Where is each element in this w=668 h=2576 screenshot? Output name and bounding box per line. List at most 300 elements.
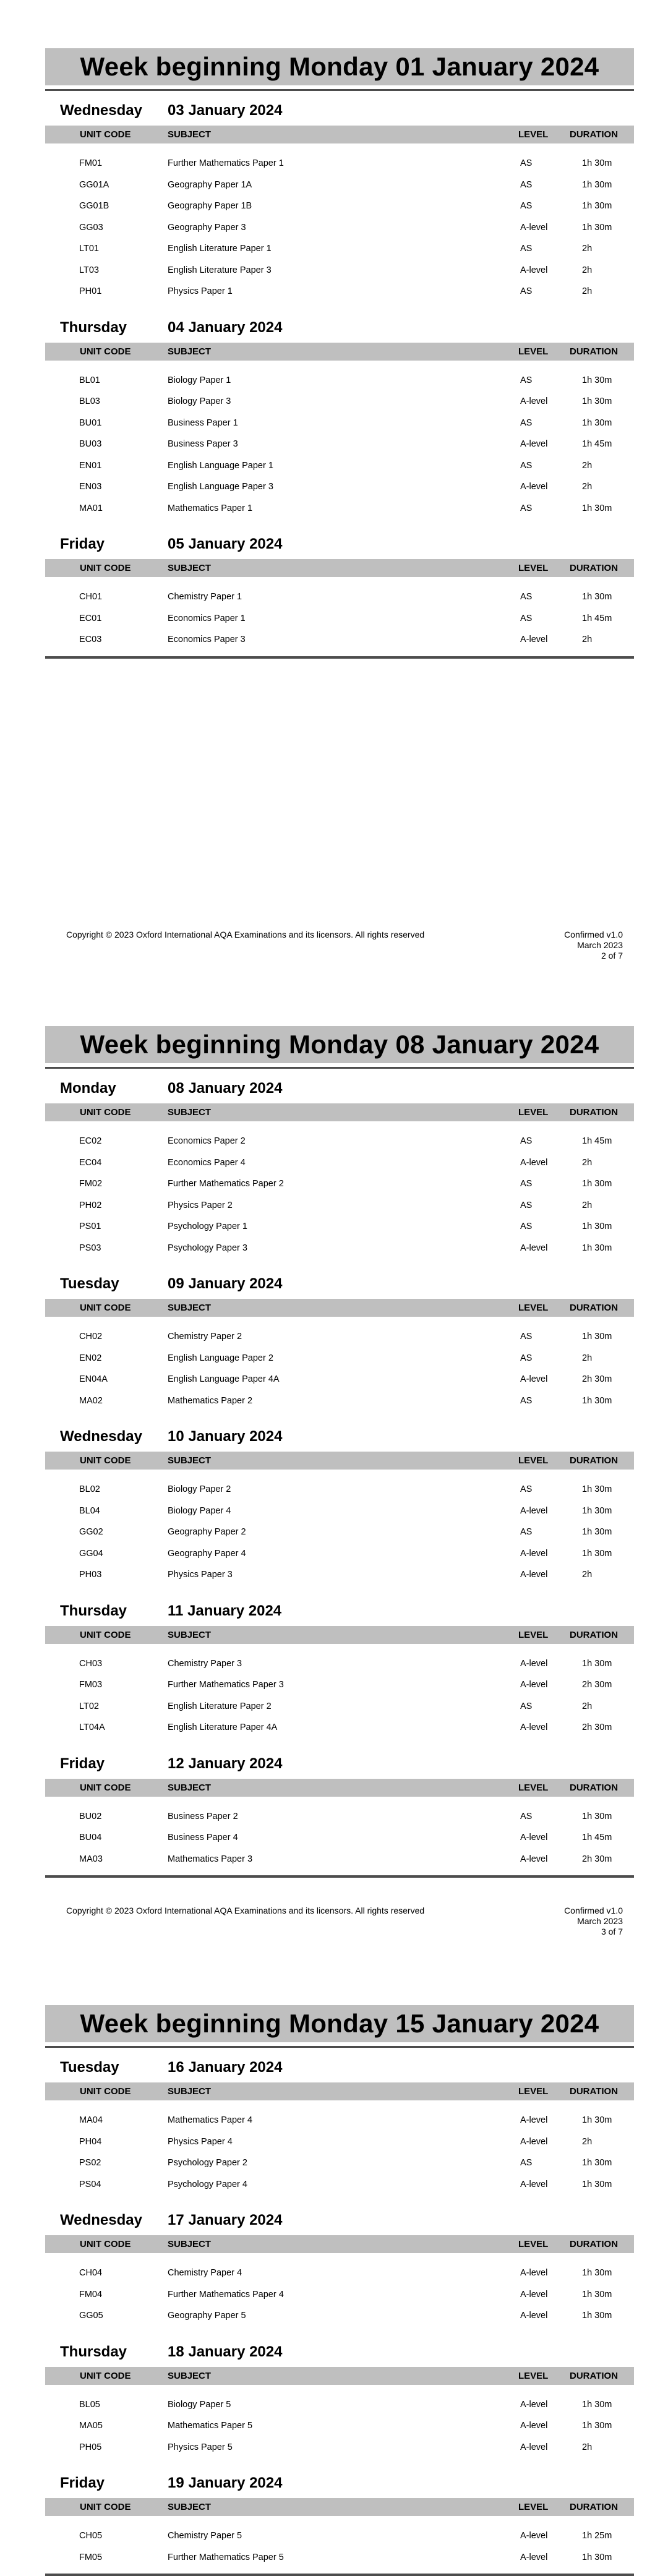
level-header: LEVEL [518, 1455, 549, 1466]
day-name: Thursday [60, 1602, 127, 1619]
day-name: Wednesday [60, 102, 142, 119]
duration: 2h [582, 2442, 593, 2452]
level: A-level [520, 265, 548, 275]
unit-code: LT01 [79, 244, 99, 254]
day-name: Tuesday [60, 1275, 119, 1292]
table-row [45, 1718, 634, 1739]
subject: Further Mathematics Paper 5 [168, 2552, 284, 2562]
footer-page: 3 of 7 [601, 1927, 623, 1936]
level: A-level [520, 1570, 548, 1580]
unit-code: GG01B [79, 201, 109, 211]
table-row [45, 630, 634, 651]
level-header: LEVEL [518, 1303, 549, 1313]
duration: 1h 30m [582, 222, 612, 233]
unit-code: MA03 [79, 1854, 103, 1864]
exam-rows [45, 361, 634, 525]
table-row [45, 2395, 634, 2416]
unit-code-header: UNIT CODE [80, 1629, 131, 1640]
subject: Geography Paper 4 [168, 1548, 246, 1559]
table-row [45, 1217, 634, 1238]
table-row [45, 499, 634, 520]
duration: 1h 45m [582, 439, 612, 449]
section-end-divider [45, 656, 634, 659]
day-header [45, 2201, 634, 2235]
duration-header: DURATION [570, 2086, 619, 2097]
table-row [45, 1828, 634, 1849]
exam-rows [45, 143, 634, 308]
table-row [45, 1238, 634, 1260]
section-end-divider [45, 2574, 634, 2576]
level: AS [520, 1136, 533, 1146]
duration: 1h 30m [582, 2552, 612, 2562]
duration: 1h 30m [582, 1505, 612, 1516]
exam-rows [45, 1317, 634, 1417]
table-row [45, 1807, 634, 1828]
unit-code-header: UNIT CODE [80, 1782, 131, 1793]
subject: Psychology Paper 2 [168, 2158, 247, 2168]
duration: 1h 30m [582, 1222, 612, 1231]
duration-header: DURATION [570, 1455, 619, 1466]
table-row [45, 2526, 634, 2548]
level: A-level [520, 2311, 548, 2321]
unit-code: PH01 [79, 286, 102, 296]
column-header-row [45, 2498, 634, 2516]
duration: 1h 25m [582, 2531, 612, 2541]
table-row [45, 477, 634, 499]
subject: Biology Paper 2 [168, 1484, 231, 1494]
subject-header: SUBJECT [168, 563, 212, 573]
unit-code: FM03 [79, 1680, 103, 1690]
subject: Further Mathematics Paper 1 [168, 158, 284, 168]
duration: 1h 30m [582, 2399, 612, 2410]
exam-rows [45, 2253, 634, 2332]
unit-code-header: UNIT CODE [80, 563, 131, 573]
subject-header: SUBJECT [168, 1782, 212, 1793]
duration: 1h 30m [582, 396, 612, 406]
level: AS [520, 1200, 533, 1210]
unit-code: CH04 [79, 2268, 103, 2278]
exam-rows [45, 1644, 634, 1744]
unit-code: LT02 [79, 1701, 99, 1711]
level: A-level [520, 2289, 548, 2300]
subject: English Language Paper 3 [168, 482, 273, 492]
duration: 2h 30m [582, 1374, 612, 1384]
exam-rows [45, 2385, 634, 2464]
subject: English Language Paper 1 [168, 460, 273, 471]
column-header-row [45, 1452, 634, 1470]
subject-header: SUBJECT [168, 2370, 212, 2381]
day-name: Wednesday [60, 1428, 142, 1445]
day-header [45, 2463, 634, 2498]
table-row [45, 1565, 634, 1586]
level: AS [520, 179, 533, 190]
level: AS [520, 1527, 533, 1537]
table-row [45, 2306, 634, 2327]
subject: Further Mathematics Paper 2 [168, 1179, 284, 1189]
table-row [45, 2175, 634, 2196]
subject: Chemistry Paper 4 [168, 2268, 242, 2278]
duration: 2h 30m [582, 1722, 612, 1732]
level-header: LEVEL [518, 563, 549, 573]
subject: Geography Paper 2 [168, 1527, 246, 1537]
day-name: Wednesday [60, 2212, 142, 2228]
page-footer [564, 930, 623, 961]
unit-code: PS03 [79, 1243, 101, 1253]
duration-header: DURATION [570, 1303, 619, 1313]
duration: 1h 30m [582, 1332, 612, 1341]
subject-header: SUBJECT [168, 129, 212, 140]
table-row [45, 281, 634, 303]
column-header-row [45, 1299, 634, 1317]
level: A-level [520, 396, 548, 406]
unit-code-header: UNIT CODE [80, 2502, 131, 2512]
duration: 2h [582, 1200, 593, 1210]
duration: 1h 30m [582, 1179, 612, 1189]
unit-code: CH03 [79, 1658, 103, 1669]
table-row [45, 609, 634, 630]
copyright-notice: Copyright © 2023 Oxford International AQA Examinations and its licensors. All rights reserved [66, 1906, 425, 1915]
level: A-level [520, 222, 548, 233]
duration: 1h 30m [582, 201, 612, 211]
unit-code: GG02 [79, 1527, 103, 1537]
subject: Business Paper 3 [168, 439, 238, 449]
table-row [45, 260, 634, 282]
subject: Further Mathematics Paper 3 [168, 1680, 284, 1690]
day-header [45, 524, 634, 559]
day-date: 11 January 2024 [168, 1602, 282, 1619]
level: A-level [520, 1505, 548, 1516]
exam-rows [45, 1470, 634, 1591]
table-row [45, 1697, 634, 1718]
level: A-level [520, 439, 548, 449]
footer-status: Confirmed v1.0 [564, 1906, 623, 1915]
table-row [45, 1675, 634, 1697]
table-row [45, 587, 634, 609]
table-row [45, 1174, 634, 1196]
unit-code: GG05 [79, 2311, 103, 2321]
subject: Chemistry Paper 1 [168, 592, 242, 602]
subject-header: SUBJECT [168, 1455, 212, 1466]
level: A-level [520, 635, 548, 644]
column-header-row [45, 2235, 634, 2253]
subject: Physics Paper 4 [168, 2136, 233, 2147]
subject: Chemistry Paper 3 [168, 1658, 242, 1669]
duration: 1h 30m [582, 2268, 612, 2278]
column-header-row [45, 1626, 634, 1644]
unit-code: BU03 [79, 439, 102, 449]
duration: 1h 30m [582, 1811, 612, 1821]
table-row [45, 2437, 634, 2459]
subject: Biology Paper 1 [168, 375, 231, 385]
level: A-level [520, 2552, 548, 2562]
subject-header: SUBJECT [168, 2502, 212, 2512]
level-header: LEVEL [518, 129, 549, 140]
level: A-level [520, 1833, 548, 1842]
unit-code: CH01 [79, 592, 103, 602]
table-row [45, 218, 634, 239]
subject: Economics Paper 2 [168, 1136, 246, 1146]
level: A-level [520, 2531, 548, 2541]
duration-header: DURATION [570, 2239, 619, 2249]
unit-code: PS01 [79, 1222, 101, 1231]
table-row [45, 2153, 634, 2175]
footer-status: Confirmed v1.0 [564, 930, 623, 939]
table-row [45, 2285, 634, 2306]
unit-code: FM04 [79, 2289, 103, 2300]
level: AS [520, 1395, 533, 1406]
subject-header: SUBJECT [168, 346, 212, 357]
unit-code: PH05 [79, 2442, 102, 2452]
duration: 1h 30m [582, 1658, 612, 1669]
table-row [45, 1391, 634, 1413]
unit-code: PS04 [79, 2179, 101, 2189]
table-row [45, 2110, 634, 2132]
subject: Mathematics Paper 2 [168, 1395, 253, 1406]
unit-code: BL03 [79, 396, 100, 406]
level: AS [520, 613, 533, 623]
level: A-level [520, 1722, 548, 1732]
level: AS [520, 1179, 533, 1189]
table-row [45, 1479, 634, 1501]
day-date: 03 January 2024 [168, 102, 283, 119]
level: AS [520, 503, 533, 513]
table-row [45, 2548, 634, 2569]
duration: 2h [582, 1353, 593, 1363]
unit-code: MA01 [79, 503, 103, 513]
week-page [45, 2005, 634, 2576]
subject: English Literature Paper 2 [168, 1701, 272, 1711]
duration: 1h 30m [582, 1395, 612, 1406]
level-header: LEVEL [518, 1107, 549, 1118]
duration: 2h [582, 1701, 593, 1711]
day-name: Friday [60, 1755, 105, 1772]
subject: Business Paper 2 [168, 1811, 238, 1821]
duration: 1h 45m [582, 613, 612, 623]
unit-code-header: UNIT CODE [80, 2239, 131, 2249]
duration-header: DURATION [570, 563, 619, 573]
subject: Chemistry Paper 2 [168, 1332, 242, 1341]
subject: Physics Paper 1 [168, 286, 233, 296]
duration: 1h 30m [582, 1527, 612, 1537]
unit-code: FM02 [79, 1179, 103, 1189]
table-row [45, 239, 634, 260]
subject: Business Paper 1 [168, 417, 238, 428]
table-row [45, 2416, 634, 2437]
level: AS [520, 158, 533, 168]
subject-header: SUBJECT [168, 2086, 212, 2097]
level: AS [520, 1353, 533, 1363]
level-header: LEVEL [518, 2370, 549, 2381]
day-date: 18 January 2024 [168, 2343, 283, 2360]
unit-code: GG03 [79, 222, 103, 233]
table-row [45, 1522, 634, 1544]
day-date: 09 January 2024 [168, 1275, 283, 1292]
table-row [45, 2263, 634, 2285]
duration: 2h [582, 635, 593, 644]
footer-date: March 2023 [577, 940, 623, 950]
table-row [45, 413, 634, 435]
duration: 2h [582, 2136, 593, 2147]
level: A-level [520, 1658, 548, 1669]
level: AS [520, 1332, 533, 1341]
unit-code: EC04 [79, 1157, 102, 1168]
subject: Economics Paper 3 [168, 635, 246, 644]
level: AS [520, 286, 533, 296]
unit-code: GG04 [79, 1548, 103, 1559]
day-name: Thursday [60, 2343, 127, 2360]
duration: 2h [582, 244, 593, 254]
subject: Psychology Paper 3 [168, 1243, 247, 1253]
unit-code-header: UNIT CODE [80, 2086, 131, 2097]
footer-date: March 2023 [577, 1916, 623, 1926]
unit-code: BL02 [79, 1484, 100, 1494]
level-header: LEVEL [518, 346, 549, 357]
unit-code: LT03 [79, 265, 99, 275]
unit-code: BL05 [79, 2399, 100, 2410]
subject: Psychology Paper 4 [168, 2179, 247, 2189]
column-header-row [45, 2367, 634, 2385]
level: A-level [520, 2399, 548, 2410]
subject: English Language Paper 2 [168, 1353, 273, 1363]
level-header: LEVEL [518, 1782, 549, 1793]
unit-code: PH02 [79, 1200, 102, 1210]
day-header [45, 2332, 634, 2367]
column-header-row [45, 343, 634, 361]
day-header [45, 1069, 634, 1103]
copyright-notice: Copyright © 2023 Oxford International AQA Examinations and its licensors. All rights reserved [66, 930, 425, 939]
day-name: Thursday [60, 319, 127, 336]
duration: 1h 30m [582, 592, 612, 602]
unit-code: CH02 [79, 1332, 103, 1341]
table-row [45, 196, 634, 218]
level: AS [520, 1701, 533, 1711]
unit-code: MA02 [79, 1395, 103, 1406]
table-row [45, 1348, 634, 1370]
table-row [45, 392, 634, 413]
unit-code-header: UNIT CODE [80, 129, 131, 140]
duration: 1h 30m [582, 2311, 612, 2321]
duration: 1h 30m [582, 417, 612, 428]
subject-header: SUBJECT [168, 2239, 212, 2249]
duration: 1h 30m [582, 1484, 612, 1494]
day-header [45, 1264, 634, 1299]
duration: 1h 30m [582, 179, 612, 190]
table-row [45, 1369, 634, 1391]
subject: Geography Paper 5 [168, 2311, 246, 2321]
duration: 2h [582, 460, 593, 471]
duration: 2h [582, 286, 593, 296]
day-date: 17 January 2024 [168, 2212, 283, 2228]
unit-code: FM01 [79, 158, 103, 168]
unit-code: BU01 [79, 417, 102, 428]
day-header [45, 91, 634, 126]
duration-header: DURATION [570, 2370, 619, 2381]
level: A-level [520, 1854, 548, 1864]
subject: Biology Paper 3 [168, 396, 231, 406]
level: A-level [520, 1548, 548, 1559]
level: AS [520, 1222, 533, 1231]
day-name: Friday [60, 2475, 105, 2491]
level: A-level [520, 1680, 548, 1690]
day-date: 19 January 2024 [168, 2475, 283, 2491]
level: AS [520, 375, 533, 385]
table-row [45, 1153, 634, 1175]
duration-header: DURATION [570, 129, 619, 140]
subject: English Language Paper 4A [168, 1374, 280, 1384]
duration-header: DURATION [570, 346, 619, 357]
day-date: 12 January 2024 [168, 1755, 283, 1772]
duration: 1h 30m [582, 2421, 612, 2431]
level: AS [520, 460, 533, 471]
duration: 1h 30m [582, 158, 612, 168]
duration: 2h [582, 1157, 593, 1168]
subject: Further Mathematics Paper 4 [168, 2289, 284, 2300]
level: A-level [520, 2421, 548, 2431]
day-header [45, 1591, 634, 1626]
duration-header: DURATION [570, 1629, 619, 1640]
unit-code: FM05 [79, 2552, 103, 2562]
subject-header: SUBJECT [168, 1629, 212, 1640]
subject: Business Paper 4 [168, 1833, 238, 1842]
unit-code: BU04 [79, 1833, 102, 1842]
level: A-level [520, 2179, 548, 2189]
table-row [45, 1196, 634, 1217]
exam-rows [45, 1121, 634, 1264]
table-row [45, 153, 634, 175]
unit-code: MA04 [79, 2115, 103, 2125]
day-date: 16 January 2024 [168, 2059, 283, 2076]
exam-rows [45, 1797, 634, 1876]
table-row [45, 2132, 634, 2154]
subject: Physics Paper 2 [168, 1200, 233, 1210]
duration-header: DURATION [570, 1107, 619, 1118]
day-name: Monday [60, 1080, 116, 1097]
duration: 1h 30m [582, 2115, 612, 2125]
level: A-level [520, 2268, 548, 2278]
level-header: LEVEL [518, 2086, 549, 2097]
column-header-row [45, 1103, 634, 1121]
unit-code: MA05 [79, 2421, 103, 2431]
level: A-level [520, 2136, 548, 2147]
unit-code: EN03 [79, 482, 102, 492]
subject: Biology Paper 5 [168, 2399, 231, 2410]
subject: Mathematics Paper 3 [168, 1854, 253, 1864]
unit-code-header: UNIT CODE [80, 2370, 131, 2381]
duration: 1h 30m [582, 2179, 612, 2189]
level: AS [520, 417, 533, 428]
level: A-level [520, 482, 548, 492]
duration: 1h 30m [582, 375, 612, 385]
level: AS [520, 244, 533, 254]
unit-code-header: UNIT CODE [80, 1107, 131, 1118]
duration-header: DURATION [570, 2502, 619, 2512]
day-header [45, 1417, 634, 1452]
duration: 2h 30m [582, 1854, 612, 1864]
table-row [45, 370, 634, 392]
subject-header: SUBJECT [168, 1303, 212, 1313]
subject: Geography Paper 3 [168, 222, 246, 233]
unit-code: EN01 [79, 460, 102, 471]
duration: 1h 30m [582, 2158, 612, 2168]
exam-rows [45, 577, 634, 656]
duration: 2h [582, 482, 593, 492]
table-row [45, 1131, 634, 1153]
level: A-level [520, 1243, 548, 1253]
subject: Mathematics Paper 4 [168, 2115, 253, 2125]
table-row [45, 1544, 634, 1565]
table-row [45, 434, 634, 456]
day-header [45, 308, 634, 343]
